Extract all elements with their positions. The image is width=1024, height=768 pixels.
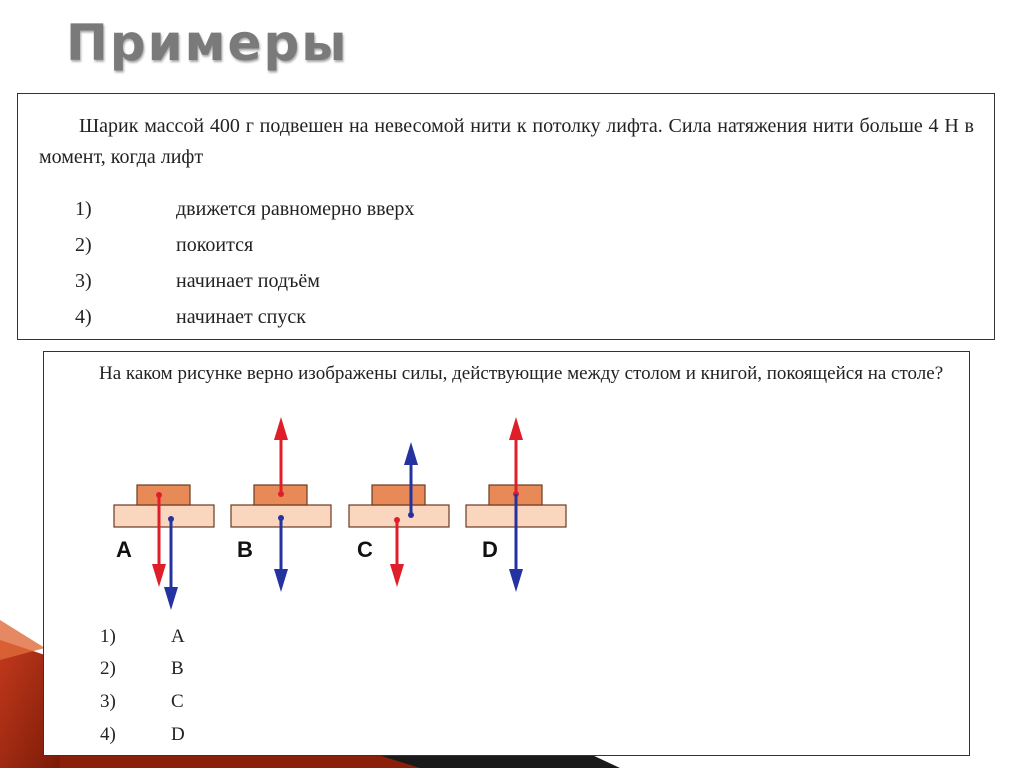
red-arrow-head — [390, 564, 404, 587]
option-text: D — [171, 724, 185, 745]
figure-label-a: A — [116, 537, 132, 562]
question-2-box — [43, 351, 970, 756]
figure-panel-b — [231, 417, 331, 592]
option-text: C — [171, 691, 184, 712]
option-number: 1) — [100, 626, 116, 647]
book-shape — [137, 485, 190, 505]
book-shape — [372, 485, 425, 505]
red-dot — [394, 517, 400, 523]
red-arrow-head — [274, 417, 288, 440]
table-shape — [114, 505, 214, 527]
blue-arrow-head — [509, 569, 523, 592]
figure-panel-d — [466, 417, 566, 592]
option-text: начинает подъём — [176, 270, 320, 292]
slide-title: Примеры — [66, 14, 349, 72]
blue-dot — [168, 516, 174, 522]
figure-panel-c — [349, 442, 449, 587]
red-arrow-head — [509, 417, 523, 440]
blue-dot — [278, 515, 284, 521]
option-number: 3) — [75, 270, 92, 292]
question-1-box — [17, 93, 995, 340]
table-shape — [349, 505, 449, 527]
question-2-text: На каком рисунке верно изображены силы, действующие между столом и книгой, покоящейся на столе? — [99, 363, 944, 384]
option-text: B — [171, 658, 184, 679]
option-number: 3) — [100, 691, 116, 712]
figure-label-c: C — [357, 537, 373, 562]
option-number: 4) — [75, 306, 92, 328]
option-text: A — [171, 626, 185, 647]
blue-arrow-head — [404, 442, 418, 465]
figure-label-b: B — [237, 537, 253, 562]
red-dot — [156, 492, 162, 498]
figure-panel-a — [114, 485, 214, 610]
option-number: 2) — [100, 658, 116, 679]
figure-label-d: D — [482, 537, 498, 562]
blue-dot — [408, 512, 414, 518]
option-text: начинает спуск — [176, 306, 306, 328]
option-number: 2) — [75, 234, 92, 256]
option-text: покоится — [176, 234, 254, 256]
question-1-text: Шарик массой 400 г подвешен на невесомой нити к потолку лифта. Сила натяжения нити больше 4 Н в момент, когда лифт — [39, 115, 974, 168]
blue-arrow-head — [164, 587, 178, 610]
red-arrow-head — [152, 564, 166, 587]
option-number: 4) — [100, 724, 116, 745]
red-dot — [278, 491, 284, 497]
forces-figure — [104, 412, 644, 612]
option-number: 1) — [75, 198, 92, 220]
blue-arrow-head — [274, 569, 288, 592]
option-text: движется равномерно вверх — [176, 198, 415, 220]
